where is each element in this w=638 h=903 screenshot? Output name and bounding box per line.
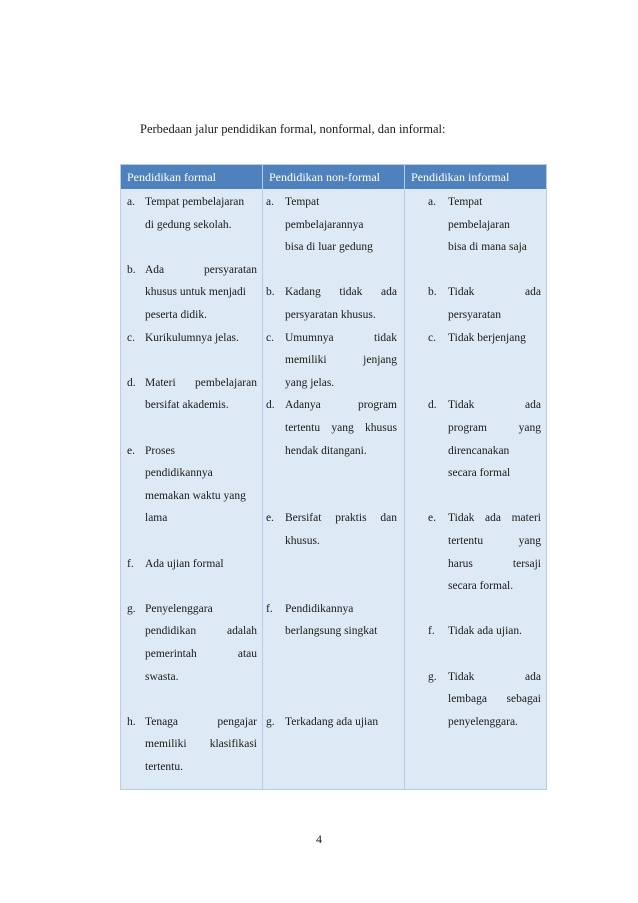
item-marker: b. [127,263,136,276]
item-text: peserta didik. [145,308,207,321]
item-text: pendidikannya [145,467,213,480]
item-text: lama [145,512,168,525]
item-marker: d. [428,399,437,412]
table-header-row [121,165,546,189]
item-indent [266,304,285,327]
item-marker: b. [266,286,275,299]
item-marker: a. [428,196,436,208]
item-text: bisa di mana saja [448,241,527,254]
item-text: di gedung sekolah. [145,218,232,231]
item-indent [127,643,145,666]
list-item [428,507,541,597]
item-text: Terkadang ada ujian [285,715,379,728]
list-item [127,711,257,779]
list-item [127,327,257,350]
item-marker: b. [428,286,437,299]
item-text: Tempat pembelajaran [145,196,245,208]
item-text: memiliki jenjang [285,354,397,367]
header-nonformal: Pendidikan non-formal [269,170,380,184]
column-divider [404,165,405,789]
item-indent [127,394,145,417]
list-item [127,553,257,576]
item-text: memakan waktu yang [145,489,246,502]
item-indent [428,304,448,327]
list-item [428,666,541,734]
item-text: Adanya program [285,399,397,412]
item-text: lembaga sebagai [448,693,541,706]
item-text: Penyelenggara [145,602,213,615]
item-indent [266,530,285,553]
item-text: Ada ujian formal [145,557,224,570]
list-item [266,191,397,259]
item-text: Kadang tidak ada [285,286,397,299]
item-text: yang jelas. [285,376,335,389]
intro-text: Perbedaan jalur pendidikan formal, nonformal, dan informal: [140,122,446,136]
item-text: Tempat [448,196,483,208]
item-indent [127,485,145,508]
item-text: swasta. [145,670,179,683]
item-text: secara formal. [448,580,514,593]
list-item [127,191,257,236]
item-indent [266,620,285,643]
item-marker: g. [266,715,275,728]
item-indent [428,711,448,734]
item-indent [127,281,145,304]
list-item [428,394,541,484]
comparison-table [120,164,547,790]
item-text: bisa di luar gedung [285,241,373,254]
item-marker: d. [266,399,275,412]
item-indent [428,236,448,259]
item-marker: a. [127,196,135,208]
item-text: khusus untuk menjadi [145,286,246,299]
item-marker: g. [428,670,437,683]
item-text: pendidikan adalah [145,625,257,638]
list-item [127,598,257,688]
item-text: pembelajaran [448,218,510,231]
item-indent [266,349,285,372]
item-marker: e. [266,512,274,525]
item-text: berlangsung singkat [285,625,378,638]
list-item [266,507,397,552]
list-item [428,620,541,643]
item-indent [127,620,145,643]
list-item [127,259,257,327]
header-informal: Pendidikan informal [411,170,510,184]
list-item [127,440,257,530]
item-text: Tidak berjenjang [448,331,526,344]
item-indent [127,304,145,327]
column-divider [262,165,263,789]
item-indent [127,756,145,779]
item-indent [266,214,285,237]
list-item [266,281,397,326]
item-marker: c. [127,331,135,344]
item-indent [127,214,145,237]
item-indent [428,462,448,485]
item-marker: f. [428,625,435,638]
item-text: hendak ditangani. [285,444,367,457]
item-text: Tidak ada [448,670,541,683]
item-text: Umumnya tidak [285,331,397,344]
list-item [127,372,257,417]
page-number: 4 [316,832,322,846]
item-marker: f. [266,602,273,615]
item-indent [266,440,285,463]
item-text: Kurikulumnya jelas. [145,331,239,344]
item-indent [428,530,448,553]
item-text: program yang [448,421,541,434]
item-text: memiliki klasifikasi [145,738,257,751]
item-text: Tidak ada ujian. [448,625,522,638]
item-text: secara formal [448,467,511,480]
item-indent [266,417,285,440]
item-text: persyaratan [448,308,501,321]
item-text: Materi pembelajaran [145,376,257,389]
item-marker: e. [428,512,436,525]
item-text: pemerintah atau [145,647,257,660]
item-marker: f. [127,557,134,570]
item-text: Tidak ada materi [448,512,541,525]
item-indent [428,553,448,576]
item-text: Tidak ada [448,286,541,299]
item-text: persyaratan khusus. [285,308,376,321]
item-indent [428,417,448,440]
item-text: penyelenggara. [448,715,518,728]
item-text: tertentu yang [448,534,541,547]
list-item [266,394,397,462]
item-indent [127,666,145,689]
item-marker: h. [127,715,136,728]
item-text: pembelajarannya [285,218,364,231]
item-text: tertentu yang khusus [285,421,397,434]
item-marker: e. [127,444,135,457]
item-text: Tempat [285,196,320,208]
item-marker: g. [127,602,136,615]
item-text: Pendidikannya [285,602,354,615]
item-text: Ada persyaratan [145,263,257,276]
item-text: harus tersaji [448,557,541,570]
item-text: direncanakan [448,444,510,457]
item-text: Bersifat praktis dan [285,512,397,525]
item-indent [428,214,448,237]
item-marker: c. [428,331,436,344]
item-indent [428,575,448,598]
item-indent [127,733,145,756]
header-formal: Pendidikan formal [127,170,216,184]
item-indent [127,507,145,530]
list-item [266,598,397,643]
list-item [428,191,541,259]
item-indent [266,372,285,395]
list-item [266,711,397,734]
item-indent [428,688,448,711]
item-text: Proses [145,444,176,457]
item-indent [428,440,448,463]
item-text: Tenaga pengajar [145,715,257,728]
item-indent [127,462,145,485]
item-text: tertentu. [145,760,183,773]
item-marker: c. [266,331,274,344]
item-text: Tidak ada [448,399,541,412]
list-item [266,327,397,395]
item-indent [266,236,285,259]
list-item [428,281,541,326]
item-marker: d. [127,376,136,389]
list-item [428,327,541,350]
item-text: khusus. [285,534,320,547]
item-text: bersifat akademis. [145,399,229,412]
item-marker: a. [266,196,274,208]
